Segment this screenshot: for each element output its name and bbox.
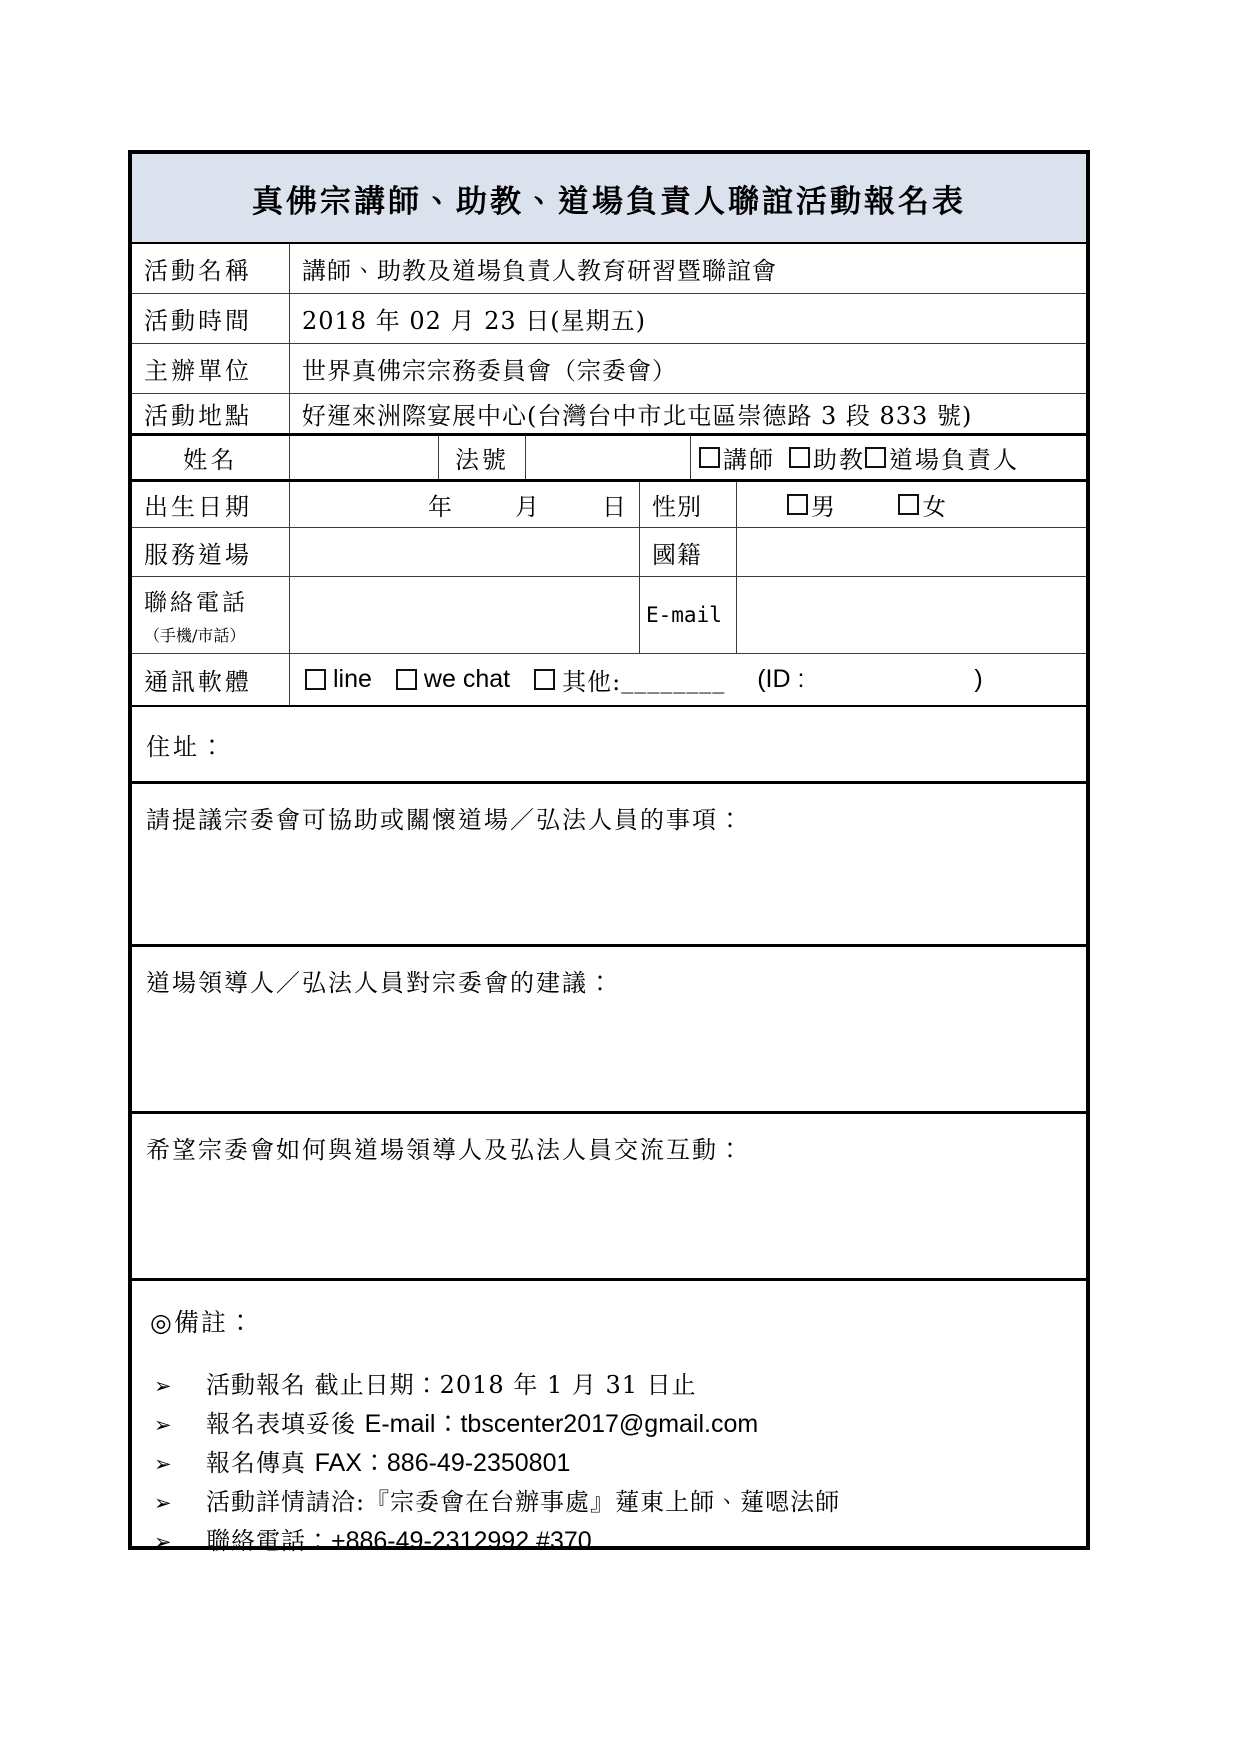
suggestion-committee-area[interactable]	[132, 947, 1086, 1111]
wechat-checkbox[interactable]	[396, 669, 417, 690]
row-organizer	[132, 344, 1086, 394]
row-suggestion-committee	[132, 947, 1086, 1114]
note-deadline-text: 活動報名 截止日期：2018 年 1 月 31 日止	[206, 1371, 697, 1399]
assistant-label: 助教	[813, 446, 865, 474]
note-contact-office	[150, 1482, 1068, 1521]
suggestion-assist-area[interactable]	[132, 784, 1086, 944]
identity-option-assistant	[789, 440, 865, 475]
birth-date-label: 出生日期	[132, 482, 290, 527]
day-unit: 日	[602, 493, 627, 521]
notes-heading: ◎備註：	[150, 1308, 255, 1337]
identity-option-temple-leader	[865, 440, 1019, 475]
activity-name-value: 講師、助教及道場負責人教育研習暨聯誼會	[302, 257, 777, 285]
contact-phone-label-main: 聯絡電話	[144, 590, 248, 616]
lecturer-checkbox[interactable]	[699, 447, 720, 468]
email-label: E-mail	[640, 577, 737, 653]
row-activity-name	[132, 244, 1086, 294]
male-label: 男	[811, 493, 836, 521]
birth-date-input[interactable]	[290, 482, 640, 527]
row-serving-temple	[132, 528, 1086, 577]
row-location	[132, 394, 1086, 436]
registration-form-table	[128, 150, 1090, 1555]
arrow-bullet-icon: ➢	[154, 1413, 173, 1437]
interaction-hope-area[interactable]	[132, 1114, 1086, 1278]
arrow-bullet-icon: ➢	[154, 1530, 173, 1554]
name-label: 姓名	[132, 436, 290, 479]
contact-phone-label	[132, 577, 290, 653]
female-checkbox[interactable]	[898, 494, 919, 515]
note-fax	[150, 1443, 1068, 1482]
organizer-label: 主辦單位	[132, 344, 290, 393]
notes-list	[150, 1365, 1068, 1560]
organizer-value: 世界真佛宗宗務委員會（宗委會）	[302, 357, 677, 385]
assistant-checkbox[interactable]	[789, 447, 810, 468]
activity-time-label: 活動時間	[132, 294, 290, 343]
row-address	[132, 707, 1086, 784]
form-title-row	[132, 154, 1086, 244]
note-phone	[150, 1521, 1068, 1560]
location-label: 活動地點	[132, 394, 290, 433]
suggestion-assist-prompt: 請提議宗委會可協助或關懷道場／弘法人員的事項：	[146, 806, 744, 834]
gender-option-female	[898, 487, 947, 522]
temple-leader-checkbox[interactable]	[865, 447, 886, 468]
location-value: 好運來洲際宴展中心(台灣台中市北屯區崇德路 3 段 833 號)	[302, 402, 973, 430]
suggestion-committee-prompt: 道場領導人／弘法人員對宗委會的建議：	[146, 969, 614, 997]
id-prefix: (ID :	[757, 665, 805, 693]
row-name	[132, 436, 1086, 482]
wechat-label: we chat	[423, 665, 511, 693]
form-title: 真佛宗講師、助教、道場負責人聯誼活動報名表	[252, 183, 966, 220]
other-blank-line[interactable]: ________	[621, 665, 726, 694]
contact-phone-label-sub: （手機/市話）	[144, 626, 246, 645]
note-phone-text: 聯絡電話：+886-49-2312992 #370	[206, 1527, 592, 1555]
messaging-apps-options	[290, 654, 1086, 705]
male-checkbox[interactable]	[787, 494, 808, 515]
contact-phone-input[interactable]	[290, 577, 640, 653]
identity-options-cell	[691, 436, 1086, 479]
dharma-name-label: 法號	[439, 436, 526, 479]
gender-label: 性別	[640, 482, 737, 527]
note-fax-text: 報名傳真 FAX：886-49-2350801	[206, 1449, 571, 1477]
temple-leader-label: 道場負責人	[889, 446, 1019, 474]
name-input[interactable]	[290, 436, 439, 479]
female-label: 女	[922, 493, 947, 521]
month-unit: 月	[515, 493, 540, 521]
row-activity-time	[132, 294, 1086, 344]
nationality-label: 國籍	[640, 528, 737, 576]
note-email	[150, 1404, 1068, 1443]
arrow-bullet-icon: ➢	[154, 1452, 173, 1476]
address-label: 住址：	[146, 732, 227, 761]
lecturer-label: 講師	[723, 446, 775, 474]
activity-name-label: 活動名稱	[132, 244, 290, 293]
line-checkbox[interactable]	[305, 669, 326, 690]
gender-options-cell	[737, 482, 1086, 527]
activity-time-value: 2018 年 02 月 23 日(星期五)	[302, 307, 647, 335]
other-label: 其他:	[562, 668, 622, 696]
row-interaction-hope	[132, 1114, 1086, 1281]
messaging-apps-label: 通訊軟體	[132, 654, 290, 705]
id-suffix: )	[974, 665, 983, 693]
row-birth-date	[132, 482, 1086, 528]
gender-option-male	[787, 487, 836, 522]
nationality-input[interactable]	[737, 528, 1086, 576]
row-messaging-apps	[132, 654, 1086, 707]
note-email-text: 報名表填妥後 E-mail：tbscenter2017@gmail.com	[206, 1410, 759, 1438]
serving-temple-label: 服務道場	[132, 528, 290, 576]
dharma-name-input[interactable]	[526, 436, 691, 479]
line-label: line	[333, 665, 372, 693]
other-checkbox[interactable]	[534, 669, 555, 690]
interaction-hope-prompt: 希望宗委會如何與道場領導人及弘法人員交流互動：	[146, 1136, 744, 1164]
serving-temple-input[interactable]	[290, 528, 640, 576]
identity-option-lecturer	[699, 440, 775, 475]
year-unit: 年	[428, 493, 453, 521]
row-contact-phone	[132, 577, 1086, 654]
note-contact-office-text: 活動詳情請洽:『宗委會在台辦事處』蓮東上師、蓮嗯法師	[206, 1488, 841, 1516]
address-cell[interactable]	[132, 707, 1086, 781]
row-notes	[132, 1281, 1086, 1560]
row-suggestion-assist	[132, 784, 1086, 947]
note-deadline	[150, 1365, 1068, 1404]
arrow-bullet-icon: ➢	[154, 1491, 173, 1515]
email-input[interactable]	[737, 577, 1086, 653]
arrow-bullet-icon: ➢	[154, 1374, 173, 1398]
